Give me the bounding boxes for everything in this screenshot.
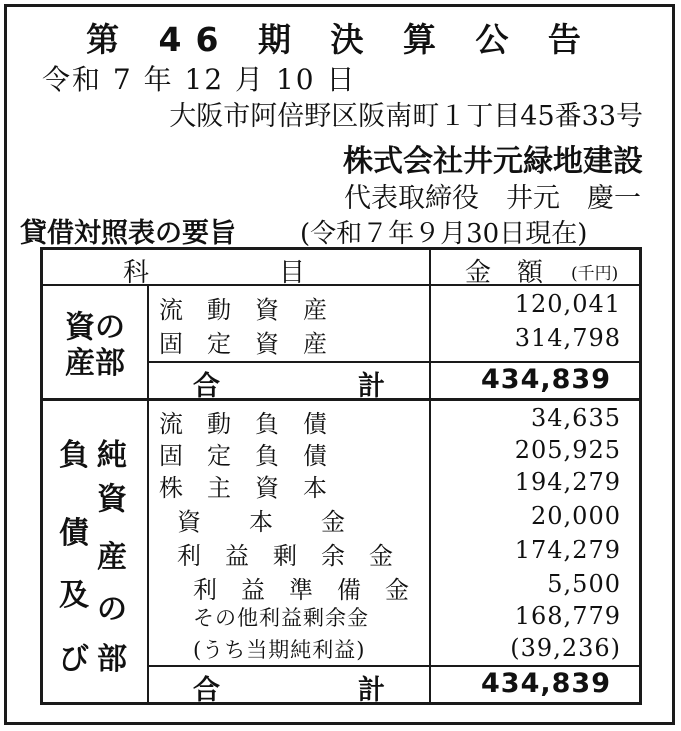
representative: 代表取締役 井元 慶一: [344, 183, 641, 214]
balance-sheet-table: [40, 247, 642, 705]
liability-row-value: 205,925: [514, 436, 621, 464]
summary-date: (令和７年９月30日現在): [300, 219, 588, 249]
section-column-divider: [147, 286, 149, 702]
equity-row-label: (うち当期純利益): [193, 638, 366, 662]
equity-row-value: 5,500: [547, 570, 621, 598]
summary-title: 貸借対照表の要旨: [20, 218, 236, 249]
company-address: 大阪市阿倍野区阪南町１丁目45番33号: [169, 101, 643, 132]
liabilities-label-col1-3: 及: [59, 578, 89, 613]
liabilities-label-col2-2: 資: [97, 482, 127, 517]
equity-row-value: 20,000: [531, 502, 621, 530]
liabilities-label-col1-2: 債: [59, 516, 89, 551]
liabilities-label-col1-4: び: [59, 642, 89, 677]
notice-date: 令和 7 年 12 月 10 日: [42, 63, 357, 96]
assets-label-2: 産部: [65, 346, 125, 381]
equity-row-value: (39,236): [510, 634, 621, 662]
equity-row-value: 168,779: [514, 602, 621, 630]
liabilities-label-col2-3: 産: [97, 540, 127, 575]
assets-total-value: 434,839: [481, 364, 611, 395]
equity-row-label: 株 主 資 本: [159, 474, 327, 502]
liabilities-label-col2-5: 部: [97, 642, 127, 677]
header-amount: 金 額: [465, 258, 544, 288]
equity-row-label: 利 益 剰 余 金: [177, 542, 393, 570]
asset-row-label: 固 定 資 産: [159, 330, 327, 358]
header-unit: (千円): [571, 264, 619, 284]
equity-row-label: その他利益剰余金: [193, 606, 369, 630]
assets-label-1: 資の: [65, 310, 125, 345]
notice-title: 第 46 期 決 算 公 告: [86, 20, 595, 59]
asset-row-value: 314,798: [514, 324, 621, 352]
liabilities-label-col2-1: 純: [97, 438, 127, 473]
header-item: 科 目: [123, 258, 306, 288]
equity-row-value: 194,279: [514, 468, 621, 496]
liability-row-value: 34,635: [531, 404, 621, 432]
assets-total-label: 合 計: [193, 371, 391, 402]
equity-row-label: 資 本 金: [177, 508, 345, 536]
assets-total-divider: [147, 361, 639, 363]
asset-row-label: 流 動 資 産: [159, 296, 327, 324]
equity-row-label: 利 益 準 備 金: [193, 576, 409, 604]
liabilities-total-value: 434,839: [481, 668, 611, 699]
liabilities-total-label: 合 計: [193, 675, 391, 706]
company-name: 株式会社井元緑地建設: [343, 144, 643, 179]
amount-column-divider: [429, 250, 431, 702]
liabilities-total-divider: [147, 665, 639, 667]
liabilities-label-col2-4: の: [97, 592, 127, 627]
equity-row-value: 174,279: [514, 536, 621, 564]
asset-row-value: 120,041: [514, 290, 621, 318]
liability-row-label: 流 動 負 債: [159, 410, 327, 438]
liabilities-label-col1-1: 負: [59, 438, 89, 473]
liability-row-label: 固 定 負 債: [159, 442, 327, 470]
